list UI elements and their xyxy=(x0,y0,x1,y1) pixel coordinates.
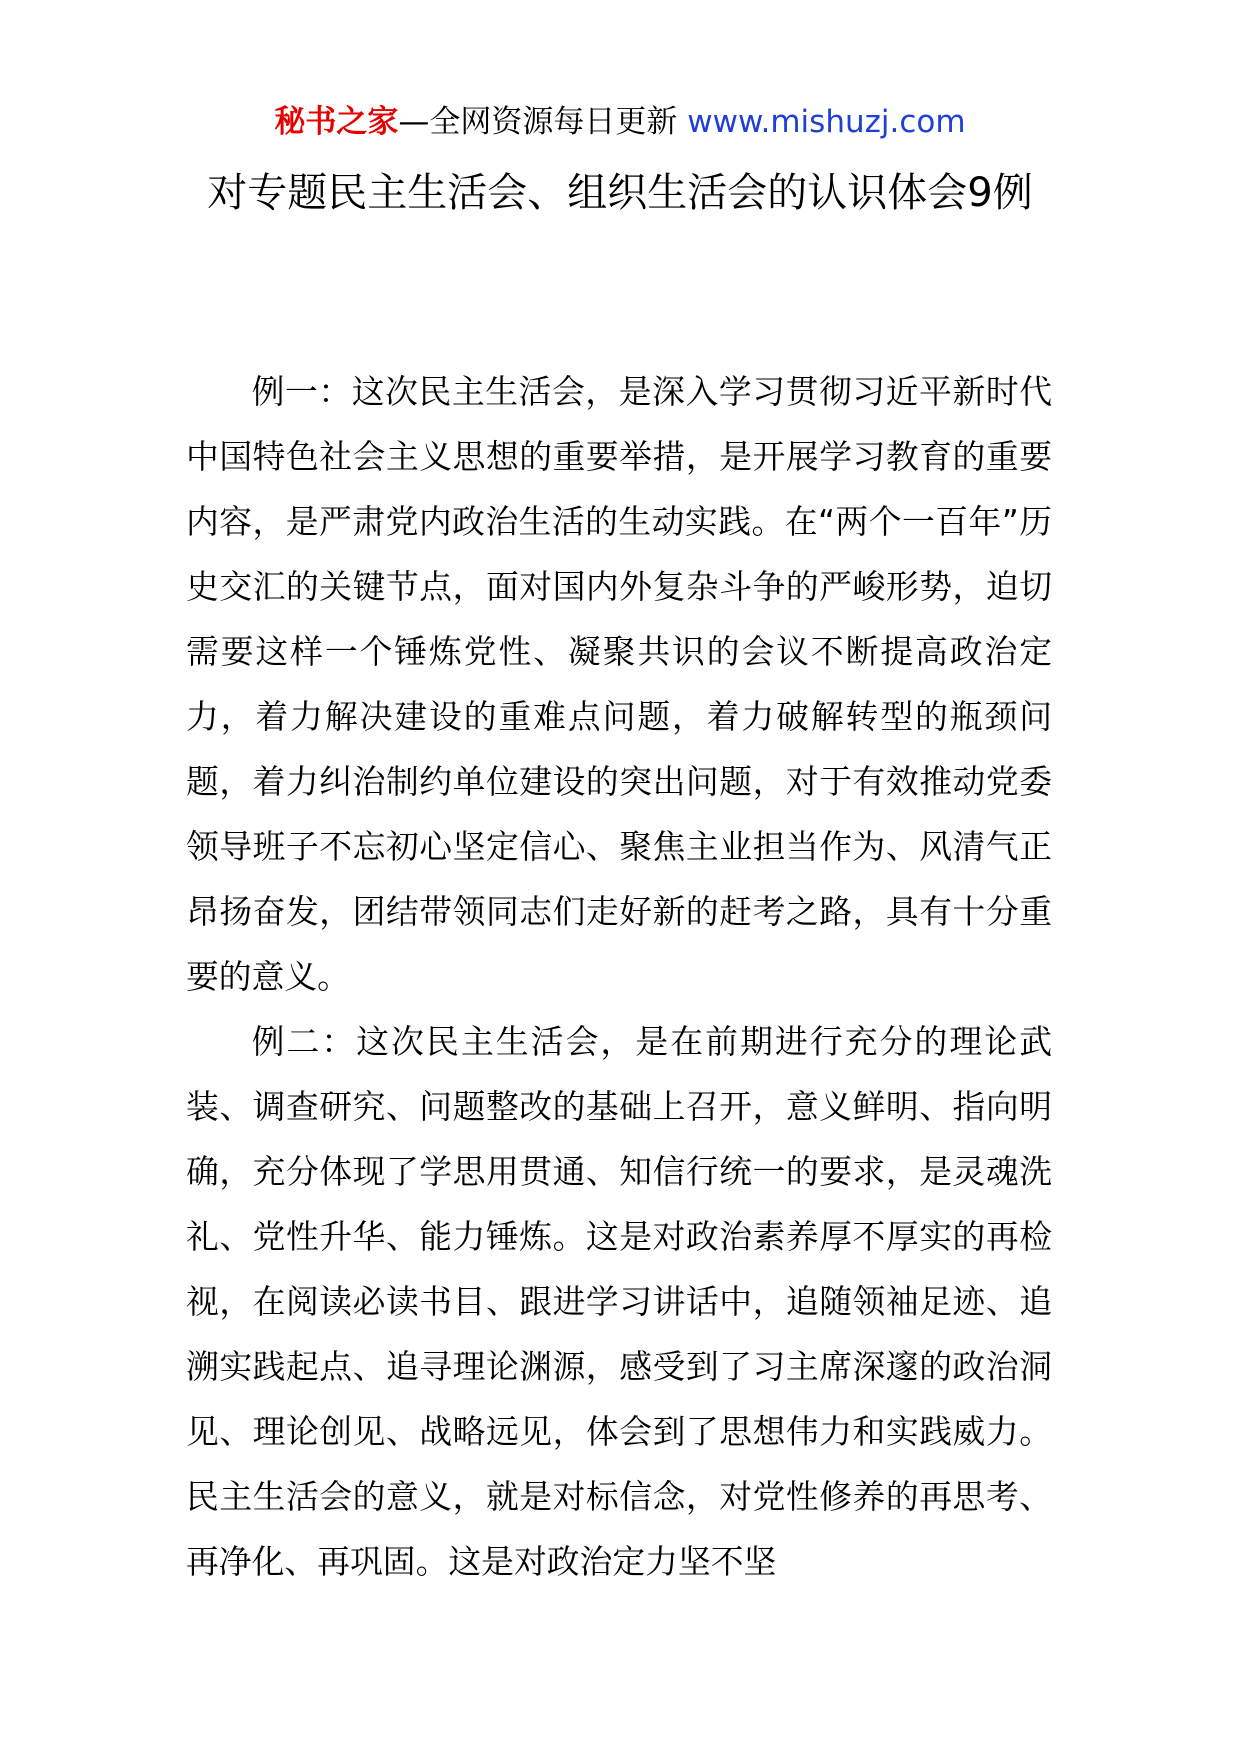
paragraph-example-1: 例一：这次民主生活会，是深入学习贯彻习近平新时代中国特色社会主义思想的重要举措，是开展学习教育的重要内容，是严肃党内政治生活的生动实践。在“两个一百年”历史交汇的关键节点，面对国内外复杂斗争的严峻形势，迫切需要这样一个锤炼党性、凝聚共识的会议不断提高政治定力，着力解决建设的重难点问题，着力破解转型的瓶颈问题，着力纠治制约单位建设的突出问题，对于有效推动党委领导班子不忘初心坚定信心、聚焦主业担当作为、风清气正昂扬奋发，团结带领同志们走好新的赶考之路，具有十分重要的意义。 xyxy=(186,373,1052,996)
site-brand: 秘书之家 xyxy=(274,104,399,140)
header-dash: — xyxy=(398,104,430,140)
site-header xyxy=(0,100,1240,144)
document-title: 对专题民主生活会、组织生活会的认识体会9例 xyxy=(207,170,1033,216)
document-body xyxy=(186,360,1052,1595)
header-tagline: 全网资源每日更新 xyxy=(429,104,688,140)
site-url: www.mishuzj.com xyxy=(687,104,966,140)
paragraph-example-2: 例二：这次民主生活会，是在前期进行充分的理论武装、调查研究、问题整改的基础上召开，意义鲜明、指向明确，充分体现了学思用贯通、知信行统一的要求，是灵魂洗礼、党性升华、能力锤炼。这是对政治素养厚不厚实的再检视，在阅读必读书目、跟进学习讲话中，追随领袖足迹、追溯实践起点、追寻理论渊源，感受到了习主席深邃的政治洞见、理论创见、战略远见，体会到了思想伟力和实践威力。民主生活会的意义，就是对标信念，对党性修养的再思考、再净化、再巩固。这是对政治定力坚不坚 xyxy=(186,1023,1052,1581)
